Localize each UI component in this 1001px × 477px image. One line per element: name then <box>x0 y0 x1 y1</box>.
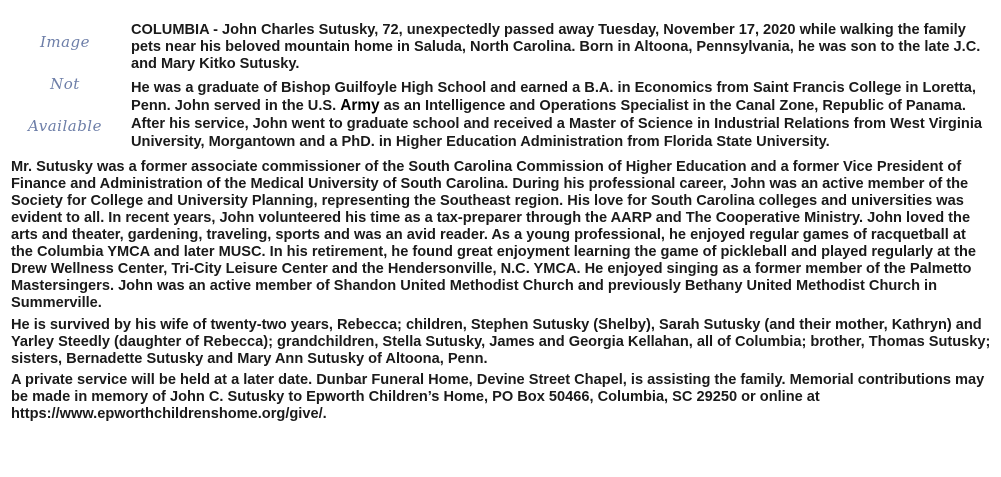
placeholder-line-available: Available <box>28 117 102 135</box>
placeholder-line-not: Not <box>50 75 80 93</box>
image-not-available-placeholder <box>11 22 119 137</box>
obituary-paragraph-career: Mr. Sutusky was a former associate commissioner of the South Carolina Commission of Higher Education and a former Vice President of Finance and Administration of the Medical University of South Carolina. During his professional career, John was an active member of the Society for College and University Planning, representing the Southeast region. His love for South Carolina colleges and universities was evident to all. In recent years, John volunteered his time as a tax-preparer through the AARP and The Cooperative Ministry. John loved the arts and theater, gardening, traveling, sports and was an avid reader. As a young professional, he enjoyed regular games of racquetball at the Columbia YMCA and later MUSC. In his retirement, he found great enjoyment learning the game of pickleball and played regularly at the Drew Wellness Center, Tri-City Leisure Center and the Hendersonville, N.C. YMCA. He enjoyed singing as a former member of the Palmetto Mastersingers. John was an active member of Shandon United Methodist Church and previously Bethany United Methodist Church in Summerville. <box>11 159 976 311</box>
education-text-start: He was a graduate of Bishop Guilfoyle High School and earned a B.A. in Economics from Saint Francis College in Loretta, Penn. John served in the U.S. <box>131 80 976 114</box>
obituary-paragraph-survivors: He is survived by his wife of twenty-two years, Rebecca; children, Stephen Sutusky (Shelby), Sarah Sutusky (and their mother, Kathryn) and Yarley Steedly (daughter of Rebecca); grandchildren, Stella Sutusky, James and Georgia Kellahan, all of Columbia; brother, Thomas Sutusky; sisters, Bernadette Sutusky and Mary Ann Sutusky of Altoona, Penn. <box>11 317 991 367</box>
army-keyword: Army <box>340 97 380 114</box>
obituary-paragraph-service: A private service will be held at a later date. Dunbar Funeral Home, Devine Street Chapel, is assisting the family. Memorial contributions may be made in memory of John C. Sutusky to Epworth Children’s Home, PO Box 50466, Columbia, SC 29250 or online at https://www.epworthchildrenshome.org/give/. <box>11 372 985 422</box>
placeholder-line-image: Image <box>39 33 91 51</box>
education-text-end: as an Intelligence and Operations Specialist in the Canal Zone, Republic of Panama. After his service, John went to graduate school and received a Master of Science in Industrial Relations from West Virginia University, Morgantown and a PhD. in Higher Education Administration from Florida State University. <box>131 98 982 150</box>
obituary-paragraph-education <box>11 79 991 151</box>
obituary-paragraph-intro: COLUMBIA - John Charles Sutusky, 72, unexpectedly passed away Tuesday, November 17, 2020 while walking the family pets near his beloved mountain home in Saluda, North Carolina. Born in Altoona, Pennsylvania, he was son to the late J.C. and Mary Kitko Sutusky. <box>131 22 981 72</box>
